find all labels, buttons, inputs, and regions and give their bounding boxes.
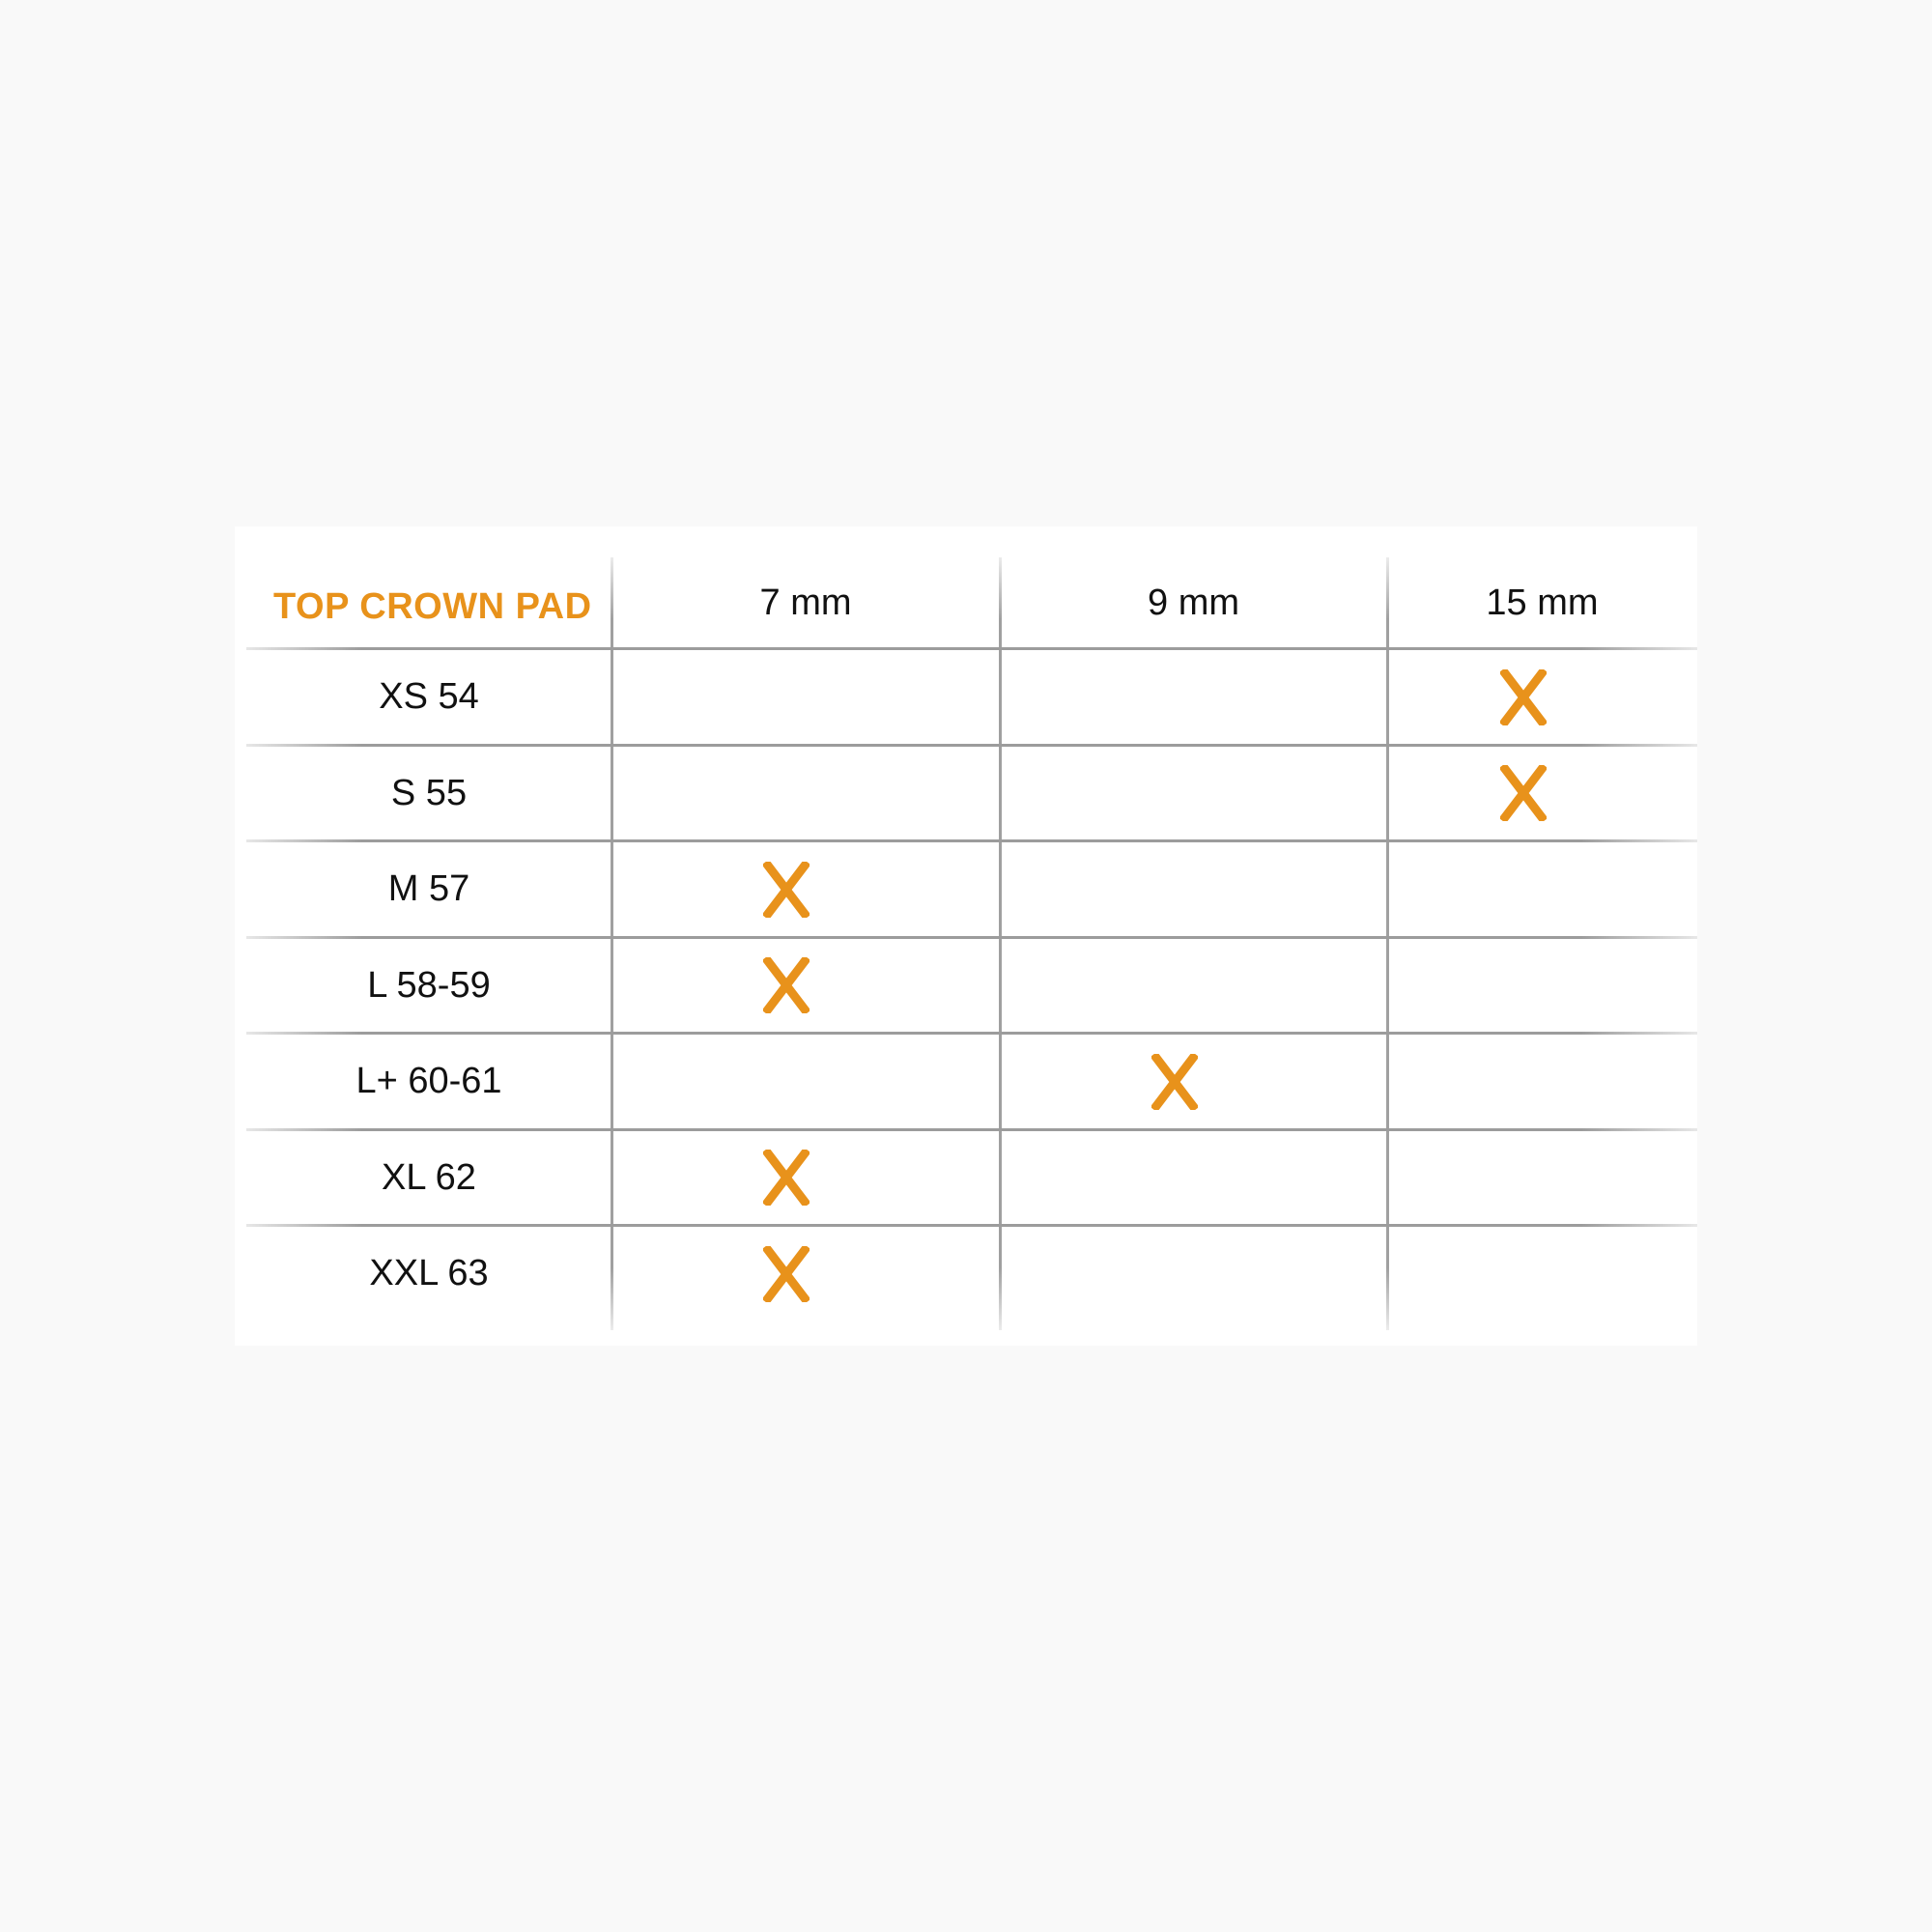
- row-label: S 55: [390, 772, 468, 813]
- row-label: M 57: [387, 868, 470, 910]
- x-mark-icon: [980, 1034, 1368, 1130]
- x-mark-icon: [592, 938, 980, 1035]
- x-mark-icon: [592, 841, 980, 938]
- row-label: L+ 60-61: [355, 1061, 502, 1102]
- size-chart-grid: [235, 526, 1697, 1346]
- column-header: 7 mm: [759, 582, 852, 623]
- column-divider: [999, 557, 1002, 1330]
- x-mark-icon: [592, 1226, 980, 1322]
- row-label: XS 54: [379, 676, 479, 718]
- row-label: L 58-59: [367, 964, 491, 1006]
- column-header: 15 mm: [1486, 582, 1599, 623]
- size-chart-card: [235, 526, 1697, 1346]
- x-mark-icon: [1368, 746, 1678, 842]
- column-header: 9 mm: [1148, 582, 1239, 623]
- row-label: XL 62: [382, 1156, 476, 1198]
- x-mark-icon: [1368, 649, 1678, 746]
- x-mark-icon: [592, 1130, 980, 1227]
- table-title: TOP CROWN PAD: [273, 586, 592, 627]
- row-label: XXL 63: [369, 1253, 489, 1294]
